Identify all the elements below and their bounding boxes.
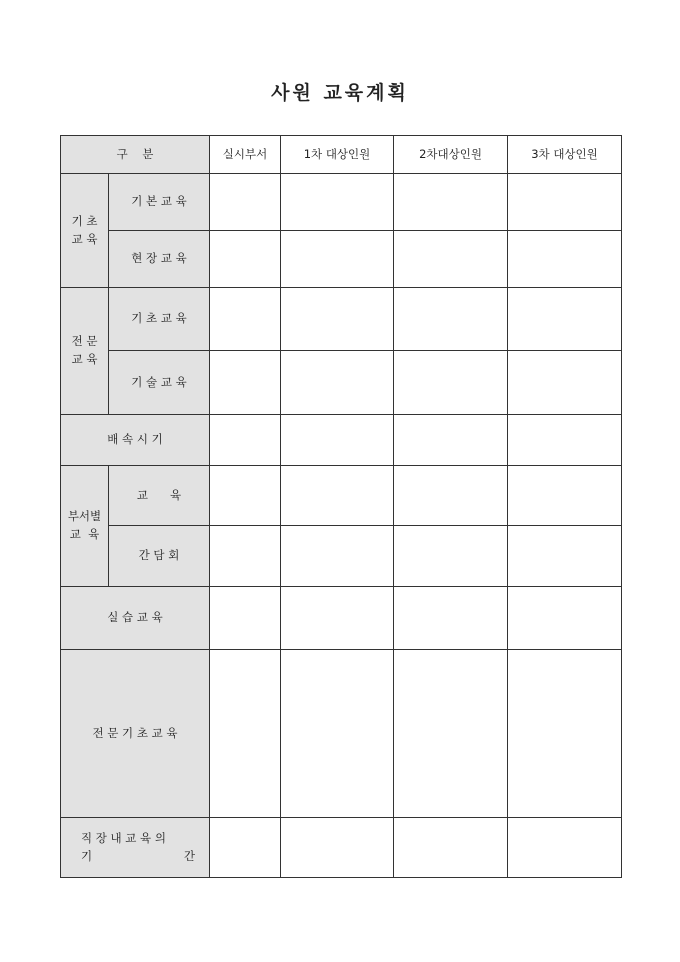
training-plan-table <box>60 135 622 878</box>
department-cell[interactable] <box>210 587 281 650</box>
round2-cell[interactable] <box>394 466 508 526</box>
department-cell[interactable] <box>210 526 281 587</box>
special-training-group: 전 문 교 육 <box>61 288 109 415</box>
round1-cell[interactable] <box>281 415 394 466</box>
round3-cell[interactable] <box>508 650 622 818</box>
table-row <box>61 415 622 466</box>
department-cell[interactable] <box>210 466 281 526</box>
round1-cell[interactable] <box>281 174 394 231</box>
basic-field-label: 현 장 교 육 <box>109 231 210 288</box>
special-technical-label: 기 술 교 육 <box>109 351 210 415</box>
round2-cell[interactable] <box>394 415 508 466</box>
table-row <box>61 174 622 231</box>
round3-cell[interactable] <box>508 415 622 466</box>
round2-cell[interactable] <box>394 526 508 587</box>
round3-cell[interactable] <box>508 351 622 415</box>
round2-cell[interactable] <box>394 650 508 818</box>
department-cell[interactable] <box>210 351 281 415</box>
round3-cell[interactable] <box>508 174 622 231</box>
table-row <box>61 466 622 526</box>
round2-cell[interactable] <box>394 587 508 650</box>
dept-training-group: 부서별 교 육 <box>61 466 109 587</box>
round2-cell[interactable] <box>394 174 508 231</box>
round1-cell[interactable] <box>281 231 394 288</box>
round2-header: 2차대상인원 <box>394 136 508 174</box>
round1-cell[interactable] <box>281 288 394 351</box>
basic-fundamental-label: 기 본 교 육 <box>109 174 210 231</box>
round1-cell[interactable] <box>281 351 394 415</box>
category-header: 구 분 <box>61 136 210 174</box>
round3-cell[interactable] <box>508 587 622 650</box>
table-row <box>61 818 622 878</box>
special-basic-training-label: 전 문 기 초 교 육 <box>61 650 210 818</box>
department-cell[interactable] <box>210 818 281 878</box>
round2-cell[interactable] <box>394 231 508 288</box>
department-cell[interactable] <box>210 288 281 351</box>
department-header: 실시부서 <box>210 136 281 174</box>
round3-cell[interactable] <box>508 288 622 351</box>
round1-cell[interactable] <box>281 466 394 526</box>
department-cell[interactable] <box>210 415 281 466</box>
department-cell[interactable] <box>210 650 281 818</box>
round3-cell[interactable] <box>508 818 622 878</box>
department-cell[interactable] <box>210 231 281 288</box>
dept-meeting-label: 간 담 회 <box>109 526 210 587</box>
table-row <box>61 288 622 351</box>
special-basic-label: 기 초 교 육 <box>109 288 210 351</box>
assignment-period-label: 배 속 시 기 <box>61 415 210 466</box>
onsite-training-period-label: 직 장 내 교 육 의 기 간 <box>61 818 210 878</box>
table-row <box>61 231 622 288</box>
dept-training-label: 교 육 <box>109 466 210 526</box>
table-row <box>61 650 622 818</box>
page-title: 사원 교육계획 <box>271 82 409 104</box>
table-row <box>61 587 622 650</box>
table-row <box>61 351 622 415</box>
round2-cell[interactable] <box>394 288 508 351</box>
round2-cell[interactable] <box>394 818 508 878</box>
round2-cell[interactable] <box>394 351 508 415</box>
round1-header: 1차 대상인원 <box>281 136 394 174</box>
round3-cell[interactable] <box>508 231 622 288</box>
table-row <box>61 526 622 587</box>
round1-cell[interactable] <box>281 526 394 587</box>
round1-cell[interactable] <box>281 818 394 878</box>
round3-cell[interactable] <box>508 466 622 526</box>
basic-training-group: 기 초 교 육 <box>61 174 109 288</box>
header-row <box>61 136 622 174</box>
department-cell[interactable] <box>210 174 281 231</box>
round3-header: 3차 대상인원 <box>508 136 622 174</box>
practice-training-label: 실 습 교 육 <box>61 587 210 650</box>
round1-cell[interactable] <box>281 650 394 818</box>
round1-cell[interactable] <box>281 587 394 650</box>
round3-cell[interactable] <box>508 526 622 587</box>
